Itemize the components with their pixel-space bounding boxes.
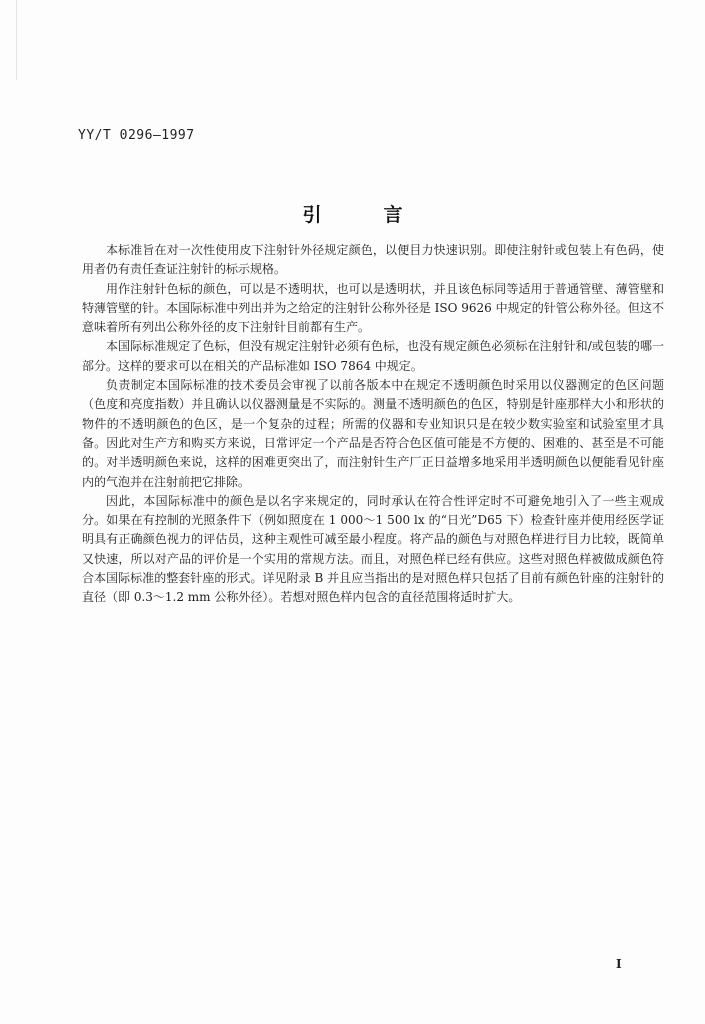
section-title: 引言 xyxy=(302,204,465,226)
scan-edge-mark xyxy=(16,0,17,80)
standard-code: YY/T 0296—1997 xyxy=(78,128,195,143)
paragraph-5: 因此，本国际标准中的颜色是以名字来规定的，同时承认在符合性评定时不可避免地引入了一些主观成分。如果在有控制的光照条件下（例如照度在 1 000～1 500 lx 的“日光”D65 下）检查针座并使用经医学证明具有正确颜色视力的评估员，这种主观性可减至最小程度。将产品的颜色与对照色样进行目力比较，既简单又快速，所以对产品的评价是一个实用的常规方法。而且，对照色样已经有供应。这些对照色样被做成颜色符合本国际标准的整套针座的形式。详见附录 B 并且应当指出的是对照色样只包括了目前有颜色针座的注射针的直径（即 0.3～1.2 mm 公称外径）。若想对照色样内包含的直径范围将适时扩大。 xyxy=(82,493,664,605)
paragraph-1: 本标准旨在对一次性使用皮下注射针外径规定颜色，以便目力快速识别。即使注射针或包装上有色码，使用者仍有责任查证注射针的标示规格。 xyxy=(82,243,664,277)
paragraph-3: 本国际标准规定了色标，但没有规定注射针必须有色标，也没有规定颜色必须标在注射针和/或包装的哪一部分。这样的要求可以在相关的产品标准如 ISO 7864 中规定。 xyxy=(82,339,664,373)
page-number: I xyxy=(616,957,622,971)
paragraph-4: 负责制定本国际标准的技术委员会审视了以前各版本中在规定不透明颜色时采用以仪器测定的色区问题（色度和亮度指数）并且确认以仪器测量是不实际的。测量不透明颜色的色区，特别是针座那样大小和形状的物件的不透明颜色的色区，是一个复杂的过程；所需的仪器和专业知识只是在较少数实验室和试验室里才具备。因此对生产方和购买方来说，日常评定一个产品是否符合色区值可能是不方便的、困难的、甚至是不可能的。对半透明颜色来说，这样的困难更突出了，而注射针生产厂正日益增多地采用半透明颜色以便能看见针座内的气泡并在注射前把它排除。 xyxy=(82,378,664,489)
paragraph-2: 用作注射针色标的颜色，可以是不透明状，也可以是透明状，并且该色标同等适用于普通管壁、薄管壁和特薄管壁的针。本国际标准中列出并为之给定的注射针公称外径是 ISO 9626 中规定的针管公称外径。但这不意味着所有列出公称外径的皮下注射针目前都有生产。 xyxy=(82,281,664,335)
introduction-body xyxy=(82,241,664,608)
